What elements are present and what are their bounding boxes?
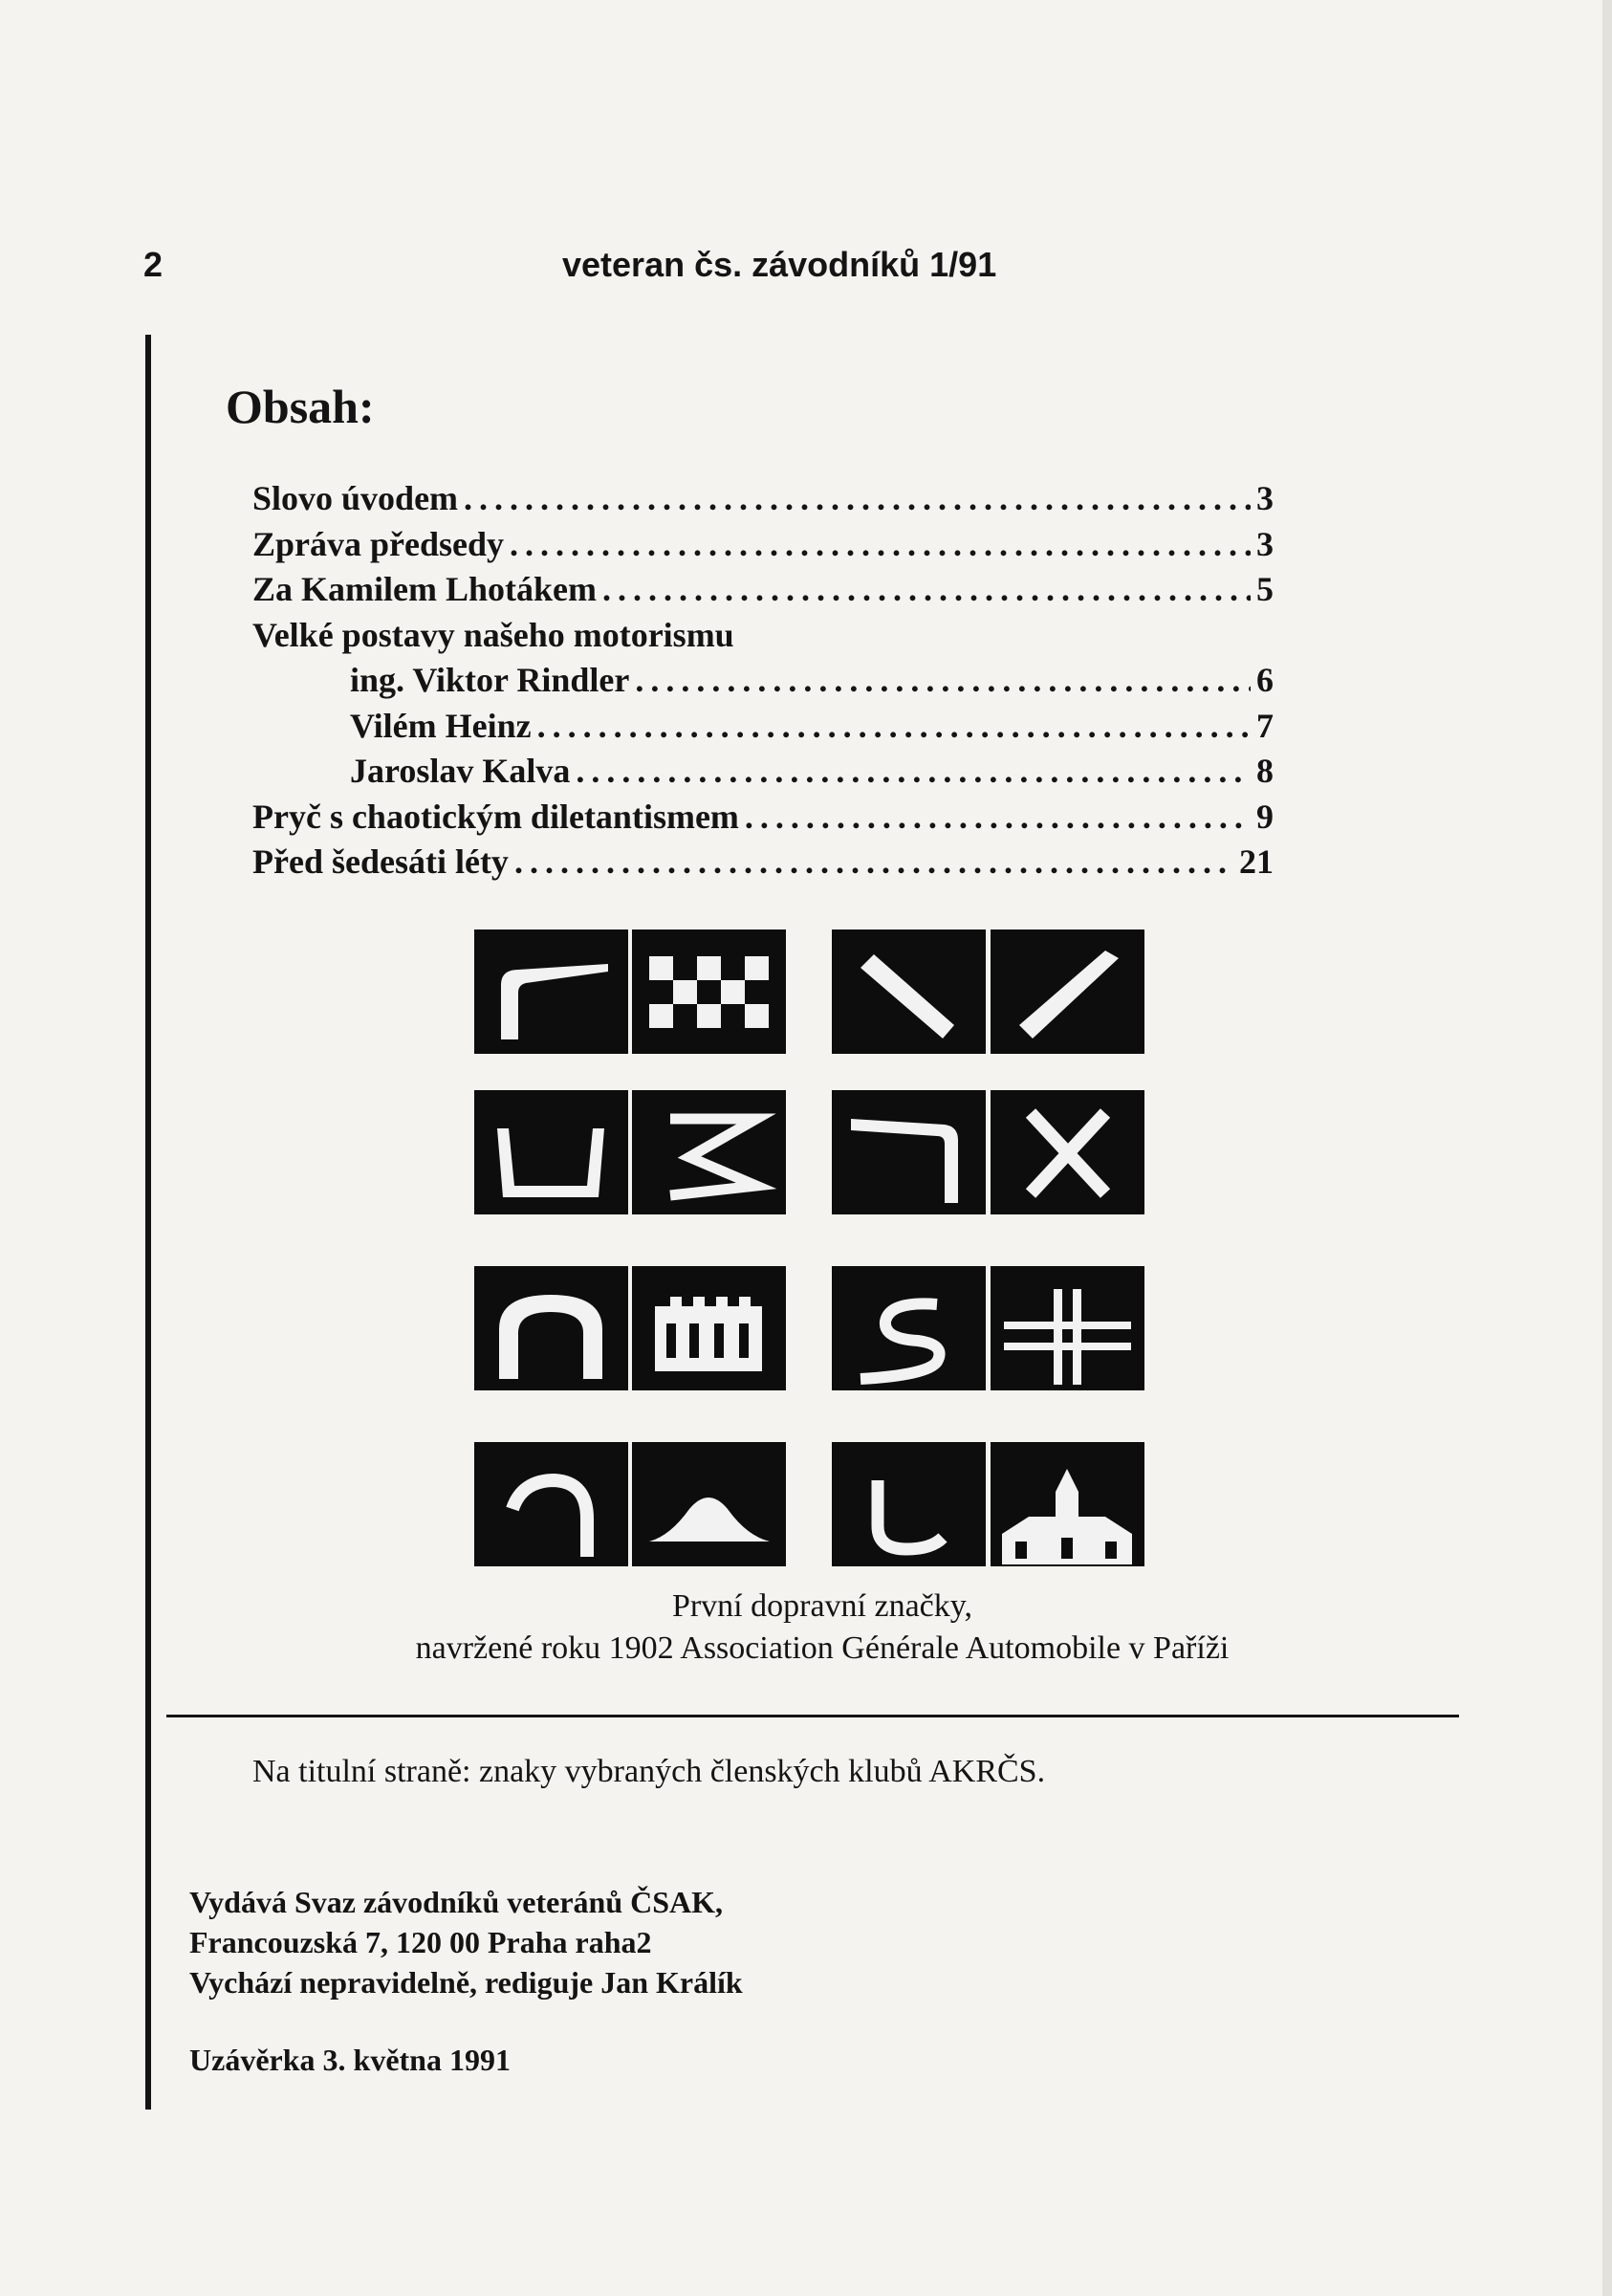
figure-caption [363, 1585, 1281, 1670]
diagonal-bar-right-sign-icon [991, 929, 1144, 1054]
toc-leader-dots [602, 569, 1251, 609]
railway-crossing-sign-icon [991, 1266, 1144, 1390]
vertical-rule [145, 335, 151, 2110]
toc-entry-page: 6 [1256, 661, 1274, 699]
toc-entry[interactable] [252, 478, 1274, 524]
page-number: 2 [143, 245, 163, 284]
toc-entry-page: 9 [1256, 797, 1274, 836]
magazine-title: veteran čs. závodníků 1/91 [562, 245, 997, 284]
toc-entry[interactable] [252, 797, 1274, 842]
page-header [143, 245, 1052, 302]
toc-leader-dots [537, 706, 1251, 746]
toc-leader-dots [514, 842, 1233, 882]
toc-entry[interactable] [252, 842, 1274, 887]
publisher-editor: Vychází nepravidelně, rediguje Jan Králík [189, 1965, 743, 2000]
u-curve-sign-icon [832, 1442, 986, 1566]
diagonal-bar-left-sign-icon [832, 929, 986, 1054]
cover-note: Na titulní straně: znaky vybraných členských klubů AKRČS. [252, 1754, 1046, 1789]
toc-entry[interactable] [252, 706, 1274, 752]
toc-entry-title: Slovo úvodem [252, 479, 459, 517]
hook-curve-sign-icon [832, 1090, 986, 1214]
s-curve-sign-icon [832, 1266, 986, 1390]
toc-entry-page: 7 [1256, 706, 1274, 745]
toc-leader-dots [745, 797, 1251, 837]
toc-entry-title: Jaroslav Kalva [350, 752, 571, 790]
hairpin-left-sign-icon [474, 1442, 628, 1566]
page-edge [1602, 0, 1612, 2296]
toc-entry-title: Vilém Heinz [350, 706, 532, 745]
figure-caption-line1: První dopravní značky, [671, 1588, 973, 1624]
toc-entry-page: 21 [1239, 842, 1274, 881]
toc-leader-dots [464, 478, 1251, 518]
toc-entry-title: Pryč s chaotickým diletantismem [252, 797, 739, 836]
gate-sign-icon [632, 1266, 786, 1390]
publisher-address: Francouzská 7, 120 00 Praha raha2 [189, 1925, 652, 1959]
closing-date: Uzávěrka 3. května 1991 [189, 2043, 511, 2077]
church-sign-icon [991, 1442, 1144, 1566]
toc-section-title: Velké postavy našeho motorismu [252, 615, 734, 654]
toc-entry-page: 5 [1256, 570, 1274, 608]
toc-entry-title: Za Kamilem Lhotákem [252, 570, 597, 608]
toc-entry[interactable] [252, 524, 1274, 570]
sharp-curve-sign-icon [474, 929, 628, 1054]
toc-entry[interactable] [252, 751, 1274, 797]
traffic-signs-figure [474, 920, 1147, 1572]
horizontal-rule [166, 1715, 1459, 1717]
cross-sign-icon [991, 1090, 1144, 1214]
hill-sign-icon [632, 1442, 786, 1566]
toc-leader-dots [510, 524, 1251, 564]
toc-entry-page: 3 [1256, 524, 1274, 563]
toc-entry-title: Zpráva předsedy [252, 524, 505, 563]
tunnel-arch-sign-icon [474, 1266, 628, 1390]
toc-leader-dots [635, 660, 1251, 700]
toc-entry-title: ing. Viktor Rindler [350, 661, 630, 699]
table-of-contents [252, 478, 1274, 887]
toc-entry-page: 8 [1256, 752, 1274, 790]
publisher-line: Vydává Svaz závodníků veteránů ČSAK, [189, 1885, 724, 1919]
dip-sign-icon [474, 1090, 628, 1214]
zigzag-sign-icon [632, 1090, 786, 1214]
toc-entry[interactable] [252, 660, 1274, 706]
toc-entry[interactable] [252, 569, 1274, 615]
toc-leader-dots [576, 751, 1251, 791]
checkerboard-sign-icon [632, 929, 786, 1054]
publisher-info [189, 1882, 743, 2002]
toc-section [252, 615, 1274, 661]
figure-caption-line2: navržené roku 1902 Association Générale Automobile v Paříži [415, 1630, 1230, 1666]
toc-entry-page: 3 [1256, 479, 1274, 517]
contents-heading: Obsah: [226, 380, 375, 433]
toc-entry-title: Před šedesáti léty [252, 842, 509, 881]
